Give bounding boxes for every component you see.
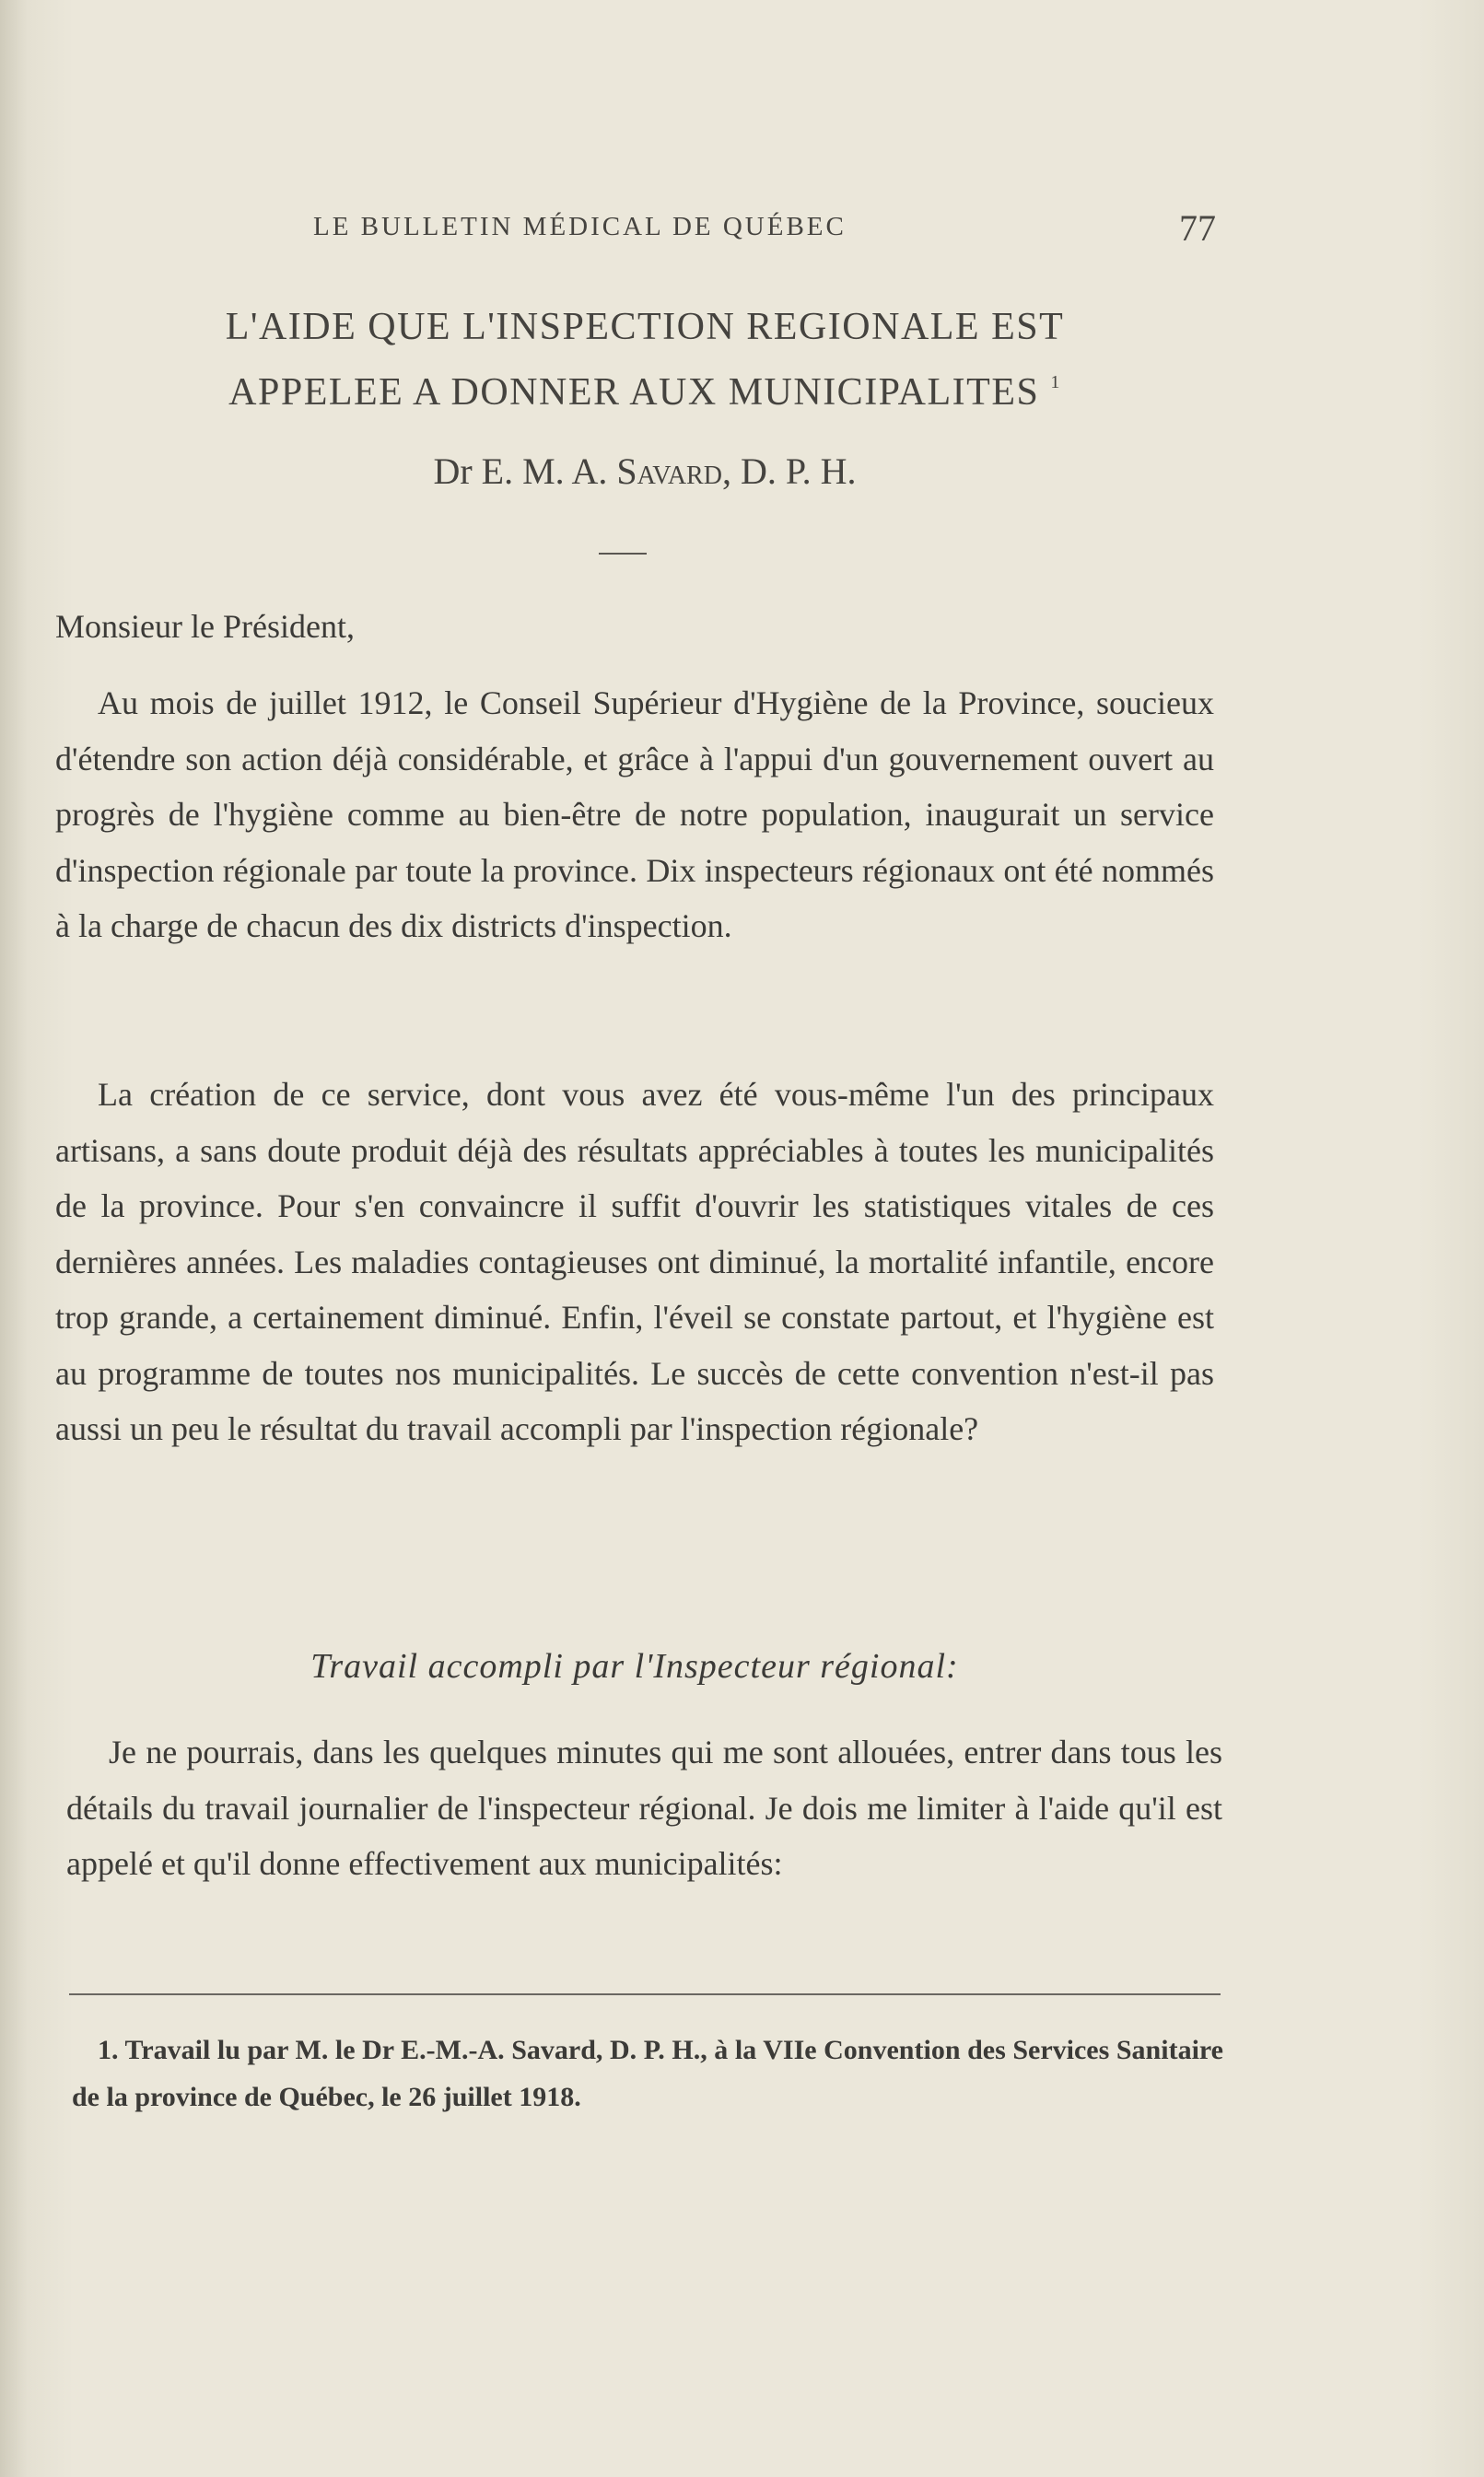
salutation: Monsieur le Président,	[55, 608, 355, 645]
author-name: Savard	[616, 450, 722, 492]
section-subheading: Travail accompli par l'Inspecteur régional:	[310, 1647, 959, 1686]
running-header	[55, 203, 1216, 258]
footnote-divider	[69, 1993, 1221, 1995]
article-title-line-1: L'AIDE QUE L'INSPECTION REGIONALE EST	[225, 306, 1065, 348]
article-title-line-2: APPELEE A DONNER AUX MUNICIPALITES	[228, 371, 1040, 414]
author-suffix: , D. P. H.	[721, 450, 857, 492]
author-prefix: Dr E. M. A.	[433, 450, 617, 492]
paragraph-2: La création de ce service, dont vous avez été vous-même l'un des principaux artisans, a sans doute produit déjà des résultats appréciables à toutes les municipalités de la province. Pour s'en convaincre il suffit d'ouvrir les statistiques vitales de ces dernières années. Les maladies contagieuses ont diminué, la mortalité infantile, encore trop grande, a certainement diminué. Enfin, l'éveil se constate partout, et l'hygiène est au programme de toutes nos municipalités. Le succès de cette convention n'est-il pas aussi un peu le résultat du travail accompli par l'inspection régionale?	[55, 1076, 1214, 1447]
title-divider	[599, 553, 647, 555]
author-byline	[0, 450, 1290, 493]
paragraph-3: Je ne pourrais, dans les quelques minutes qui me sont allouées, entrer dans tous les détails du travail journalier de l'inspecteur régional. Je dois me limiter à l'aide qu'il est appelé et qu'il donne effectivement aux municipalités:	[66, 1734, 1222, 1882]
article-title	[74, 299, 1216, 420]
running-title: LE BULLETIN MÉDICAL DE QUÉBEC	[313, 212, 847, 241]
footnote: 1. Travail lu par M. le Dr E.-M.-A. Savard, D. P. H., à la VIIe Convention des Services Sanitaire de la province de Québec, le 26 juillet 1918.	[72, 2035, 1223, 2112]
footnote-mark: 1	[1050, 372, 1061, 392]
page-number: 77	[1179, 207, 1216, 249]
paragraph-1: Au mois de juillet 1912, le Conseil Supérieur d'Hygiène de la Province, soucieux d'étendre son action déjà considérable, et grâce à l'appui d'un gouvernement ouvert au progrès de l'hygiène comme au bien-être de notre population, inaugurait un service d'inspection régionale par toute la province. Dix inspecteurs régionaux ont été nommés à la charge de chacun des dix districts d'inspection.	[55, 684, 1214, 944]
